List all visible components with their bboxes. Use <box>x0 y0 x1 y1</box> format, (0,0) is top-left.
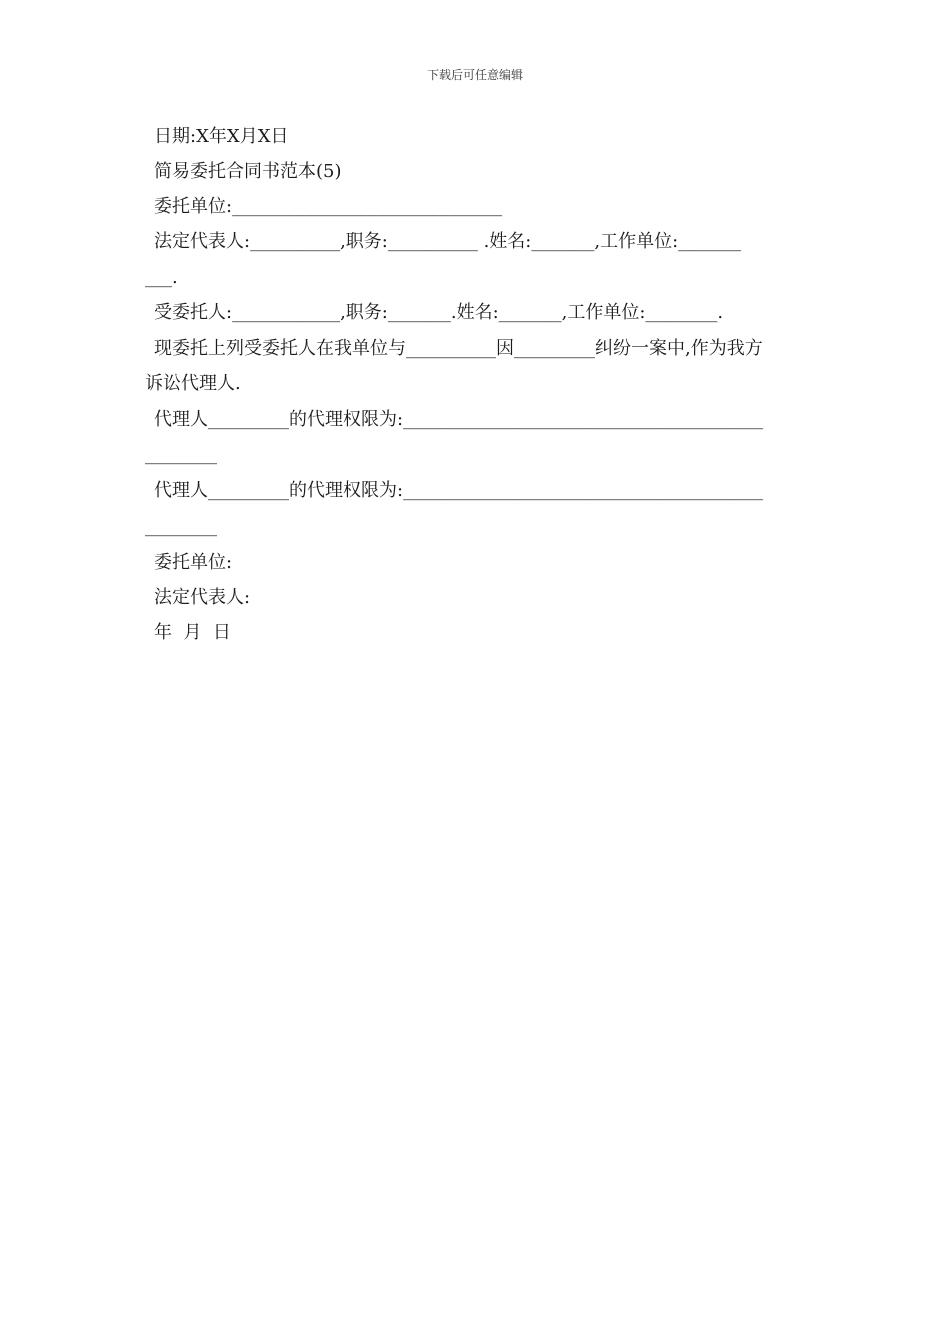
commission-line: 现委托上列受委托人在我单位与__________因_________纠纷一案中,作为我方 <box>154 338 763 359</box>
page-header-note: 下载后可任意编辑 <box>426 68 523 82</box>
principal-unit-line: 委托单位:______________________________ <box>154 196 503 217</box>
signature-principal-unit: 委托单位: <box>154 552 233 573</box>
agent-authority-line-2-continued: ________ <box>145 516 217 537</box>
date-line: 日期:X年X月X日 <box>154 126 289 147</box>
signature-date: 年 月 日 <box>154 622 231 643</box>
signature-legal-rep: 法定代表人: <box>154 587 251 608</box>
agent-authority-line-2: 代理人_________的代理权限为:________________________________________ <box>154 480 764 501</box>
commission-line-continued: 诉讼代理人. <box>145 373 241 394</box>
agent-line: 受委托人:____________,职务:_______.姓名:_______,工作单位:________. <box>154 302 724 323</box>
legal-rep-line-continued: ___. <box>145 267 178 288</box>
legal-rep-line: 法定代表人:__________,职务:__________ .姓名:_______,工作单位:_______ <box>154 231 742 252</box>
agent-authority-line-1-continued: ________ <box>145 444 217 465</box>
document-title: 简易委托合同书范本(5) <box>154 161 342 182</box>
agent-authority-line-1: 代理人_________的代理权限为:________________________________________ <box>154 409 764 430</box>
